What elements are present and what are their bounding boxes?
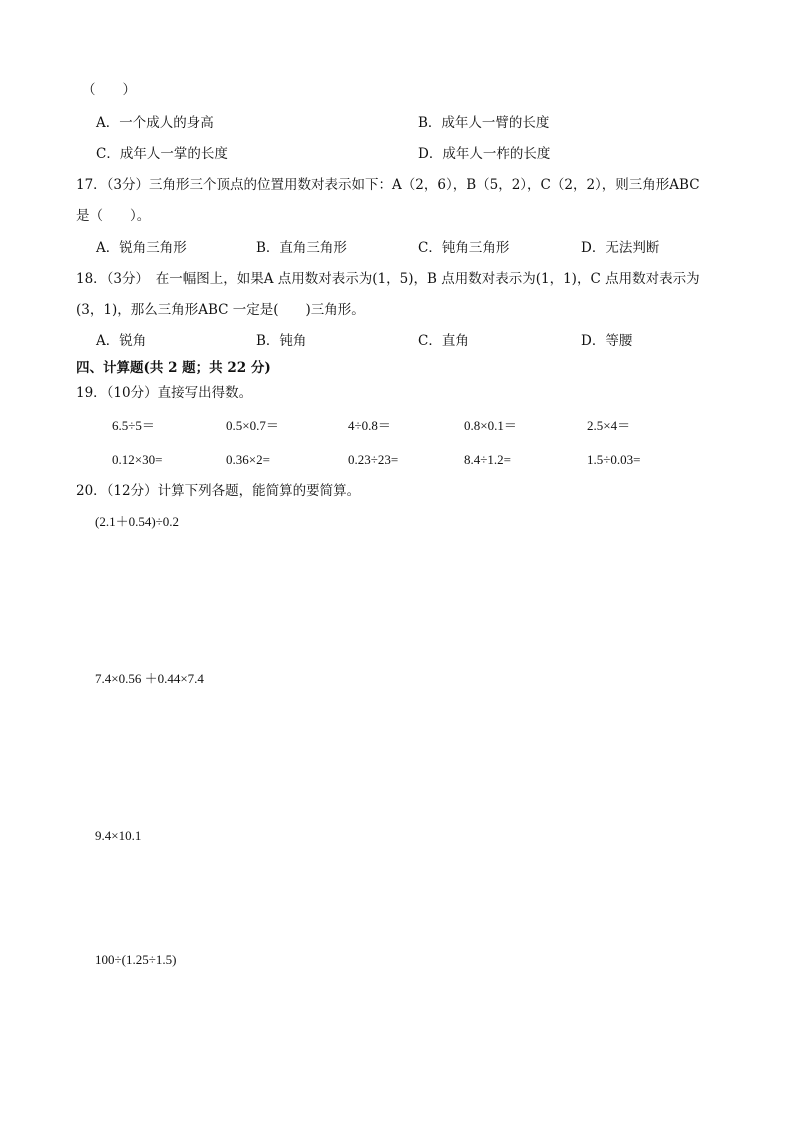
q18-option-c: C．直角	[418, 333, 469, 349]
q19-calc-8: 0.23÷23=	[348, 452, 399, 467]
q19-calc-2: 0.5×0.7＝	[226, 418, 279, 433]
q17-option-a: A．锐角三角形	[96, 240, 187, 256]
q17-option-d: D．无法判断	[581, 240, 660, 256]
q18-option-a: A．锐角	[96, 333, 147, 349]
section-heading: 四、计算题(共 2 题；共 22 分)	[76, 360, 271, 376]
q17-option-c: C．钝角三角形	[418, 240, 510, 256]
q17-stem-line2: 是（ ）。	[76, 208, 151, 224]
q17-option-b: B．直角三角形	[256, 240, 347, 256]
q16-option-a: A．一个成人的身高	[96, 115, 214, 131]
q16-option-c: C．成年人一掌的长度	[96, 146, 228, 162]
q20-expression-2: 7.4×0.56 ＋0.44×7.4	[95, 671, 204, 686]
q19-stem: 19．（10分）直接写出得数。	[76, 385, 253, 401]
q18-option-b: B．钝角	[256, 333, 307, 349]
q20-expression-4: 100÷(1.25÷1.5)	[95, 952, 177, 967]
q20-stem: 20．（12分）计算下列各题，能简算的要简算。	[76, 483, 361, 499]
q19-calc-3: 4÷0.8＝	[348, 418, 391, 433]
q16-option-b: B．成年人一臂的长度	[418, 115, 550, 131]
q17-stem-line1: 17．（3分）三角形三个顶点的位置用数对表示如下：A（2，6），B（5，2），C（2，2），则三角形ABC	[76, 177, 700, 193]
q20-expression-3: 9.4×10.1	[95, 828, 142, 843]
q18-stem-line1: 18．（3分） 在一幅图上，如果A 点用数对表示为(1，5)，B 点用数对表示为(1，1)，C 点用数对表示为	[76, 271, 700, 287]
q19-calc-4: 0.8×0.1＝	[464, 418, 517, 433]
q19-calc-1: 6.5÷5＝	[112, 418, 155, 433]
q19-calc-9: 8.4÷1.2=	[464, 452, 511, 467]
q18-stem-line2: (3，1)，那么三角形ABC 一定是( )三角形。	[76, 302, 365, 318]
q16-option-d: D．成年人一柞的长度	[418, 146, 551, 162]
q19-calc-7: 0.36×2=	[226, 452, 270, 467]
q19-calc-5: 2.5×4＝	[587, 418, 631, 433]
q16-answer-bracket: （ ）	[82, 82, 136, 98]
q20-expression-1: (2.1＋0.54)÷0.2	[95, 514, 180, 529]
q19-calc-10: 1.5÷0.03=	[587, 452, 641, 467]
q18-option-d: D．等腰	[581, 333, 633, 349]
q19-calc-6: 0.12×30=	[112, 452, 163, 467]
